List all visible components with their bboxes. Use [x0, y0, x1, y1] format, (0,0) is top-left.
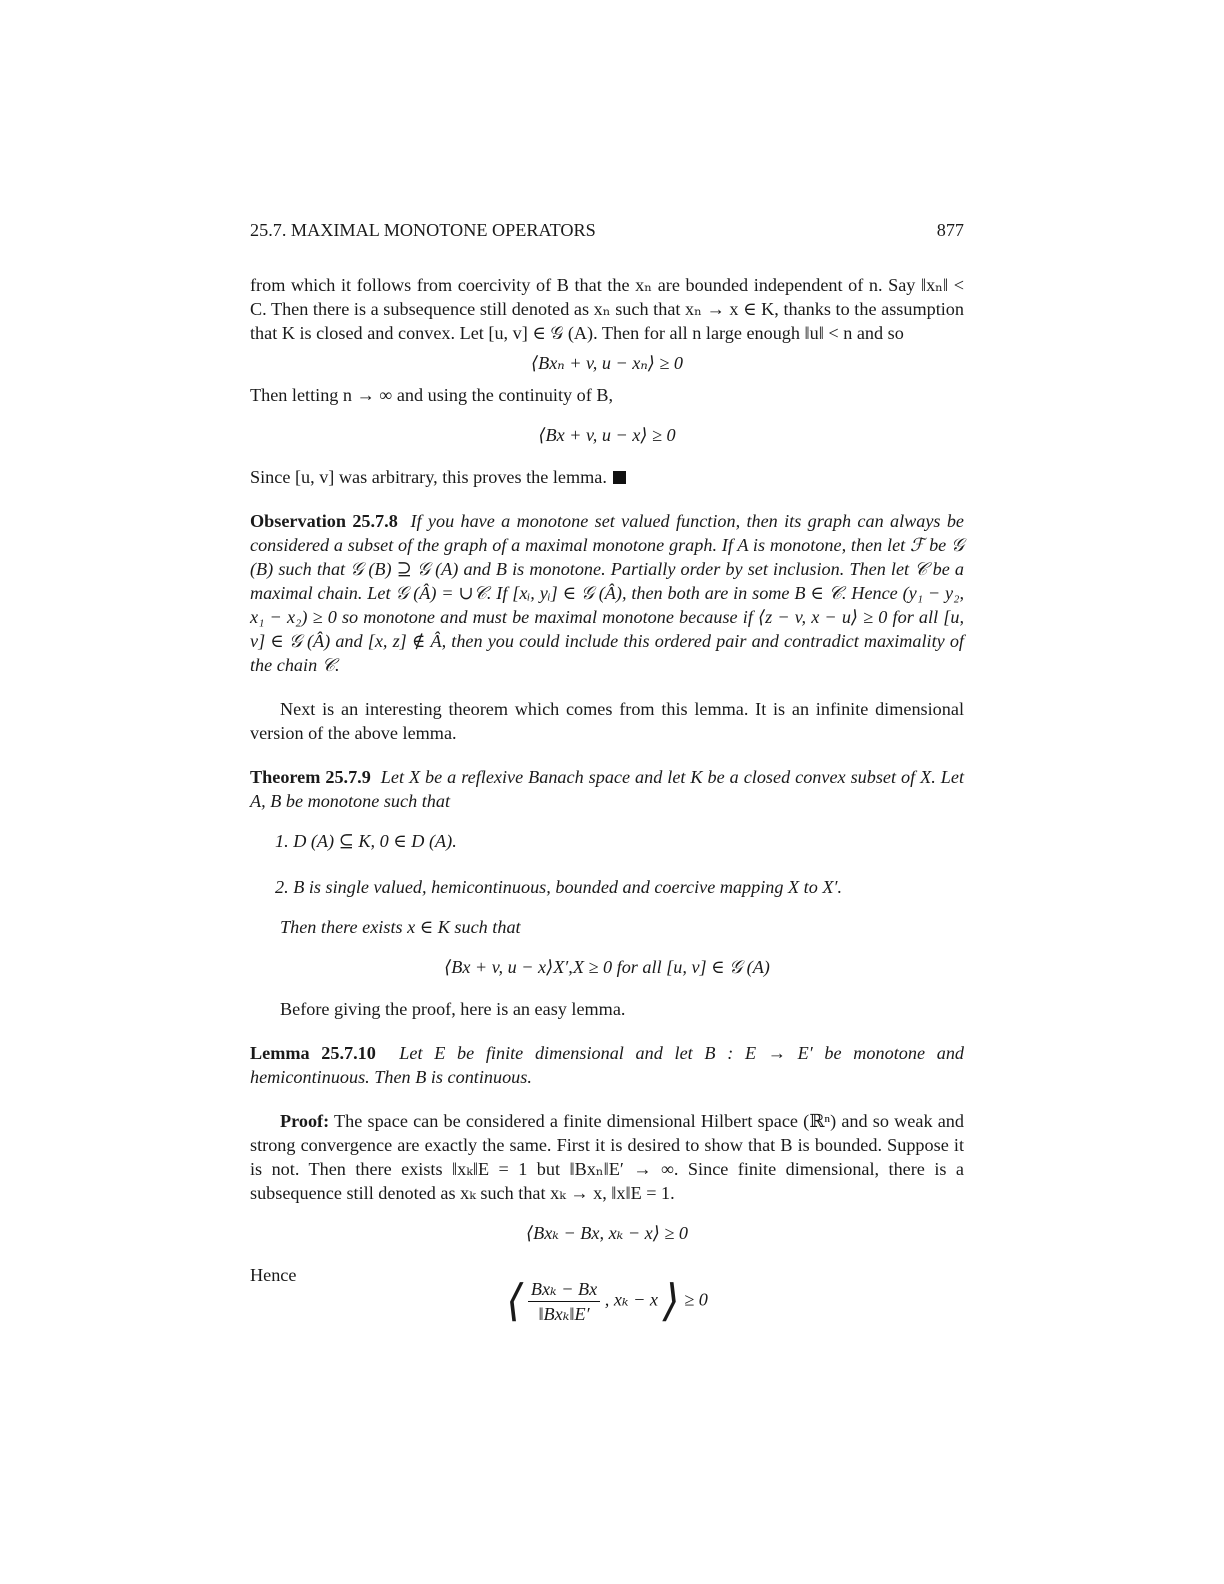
paragraph-3: Since [u, v] was arbitrary, this proves the lemma. — [250, 465, 964, 489]
theorem-text: Let X be a reflexive Banach space and let K be a closed convex subset of X. Let A, B be monotone such that — [250, 767, 965, 811]
theorem-item-1: 1. D (A) ⊆ K, 0 ∈ D (A). — [275, 831, 457, 851]
equation-3: ⟨Bxₖ − Bx, xₖ − x⟩ ≥ 0 — [526, 1223, 688, 1243]
lemma — [250, 1041, 964, 1089]
paragraph-5: Before giving the proof, here is an easy lemma. — [280, 999, 626, 1019]
theorem-then: Then there exists x ∈ K such that — [280, 917, 521, 937]
fraction-numerator: Bxₖ − Bx — [528, 1277, 600, 1302]
lemma-label: Lemma 25.7.10 — [250, 1043, 376, 1063]
fraction-denominator: ‖Bxₖ‖E′ — [538, 1304, 590, 1324]
proof-label: Proof: — [280, 1111, 330, 1131]
theorem-label: Theorem 25.7.9 — [250, 767, 371, 787]
theorem — [250, 765, 964, 813]
section-title: 25.7. MAXIMAL MONOTONE OPERATORS — [250, 220, 596, 240]
proof — [250, 1109, 964, 1205]
hence-text: Hence — [250, 1265, 297, 1285]
lemma-text: Let E be finite dimensional and let B : E → E′ be monotone and hemicontinuous. Then B is continuous. — [250, 1043, 965, 1087]
right-angle: ⟩ — [662, 1276, 680, 1326]
paragraph-2: Then letting n → ∞ and using the continuity of B, — [250, 385, 614, 405]
observation — [250, 509, 964, 677]
eq4-tail: ≥ 0 — [684, 1289, 708, 1310]
running-header — [250, 218, 964, 242]
eq4-rest: , xₖ − x — [604, 1289, 658, 1310]
paragraph-1: from which it follows from coercivity of B that the xₙ are bounded independent of n. Say ‖xₙ‖ < C. Then there is a subsequence still denoted as xₙ such that xₙ → x ∈ K, thanks to the assumption that K is closed and convex. Let [u, v] ∈ 𝒢 (A). Then for all n large enough ‖u‖ < n and so — [250, 275, 964, 343]
equation-1: ⟨Bxₙ + v, u − xₙ⟩ ≥ 0 — [531, 353, 683, 373]
observation-text: If you have a monotone set valued function, then its graph can always be considered a subset of the graph of a maximal monotone graph. If A is monotone, then let ℱ be 𝒢 (B) such that 𝒢 (B) ⊇ 𝒢 (A) and B is monotone. Partially order by set inclusion. Then let 𝒞 be a maximal chain. Let 𝒢 (Â) = ∪𝒞. If [xᵢ, yᵢ] ∈ 𝒢 (Â), then both are in some B ∈ 𝒞. Hence (y₁ − y₂, x₁ − x₂) ≥ 0 so monotone and must be maximal monotone because if ⟨z − v, x − u⟩ ≥ 0 for all [u, v] ∈ 𝒢 (Â) and [x, z] ∉ Â, then you could include this ordered pair and contradict maximality of the chain 𝒞. — [250, 511, 965, 675]
theorem-equation: ⟨Bx + v, u − x⟩X′,X ≥ 0 for all [u, v] ∈ 𝒢 (A) — [444, 957, 770, 977]
left-angle: ⟨ — [506, 1276, 524, 1326]
observation-label: Observation 25.7.8 — [250, 511, 398, 531]
theorem-item-2: 2. B is single valued, hemicontinuous, bounded and coercive mapping X to X′. — [275, 877, 843, 897]
page-number: 877 — [936, 220, 964, 240]
proof-text: The space can be considered a finite dimensional Hilbert space (ℝⁿ) and so weak and strong convergence are exactly the same. First it is desired to show that B is bounded. Suppose it is not. Then there exists ‖xₖ‖E = 1 but ‖Bxₙ‖E′ → ∞. Since finite dimensional, there is a subsequence still denoted as xₖ such that xₖ → x, ‖x‖E = 1. — [250, 1111, 964, 1203]
equation-4 — [250, 1277, 964, 1326]
page-content — [250, 218, 964, 1334]
qed-mark — [613, 471, 626, 484]
equation-2: ⟨Bx + v, u − x⟩ ≥ 0 — [538, 425, 676, 445]
paragraph-4: Next is an interesting theorem which comes from this lemma. It is an infinite dimensional version of the above lemma. — [250, 699, 964, 743]
fraction — [528, 1277, 600, 1326]
